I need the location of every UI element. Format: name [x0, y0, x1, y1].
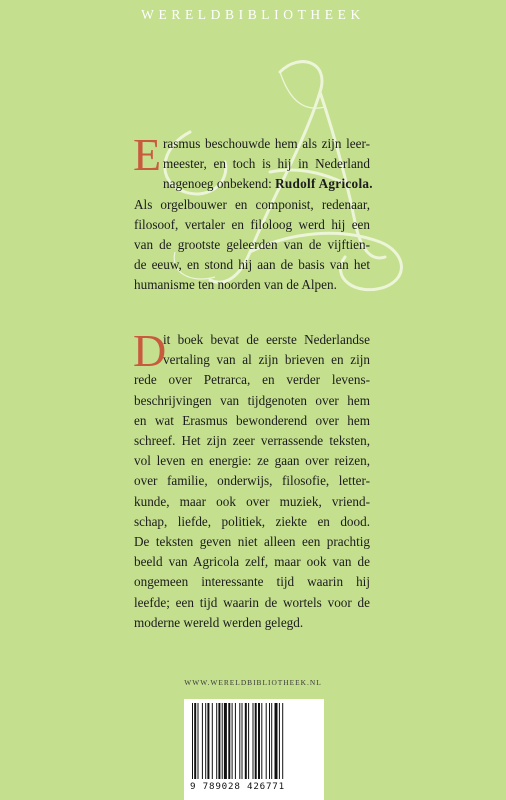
isbn-number: 9 789028 426771 [190, 781, 285, 792]
text-line: en wat Erasmus bewonderend over hem [134, 412, 370, 428]
barcode-bar [192, 703, 193, 779]
barcode-bar [282, 703, 283, 779]
text-line: De teksten geven niet alleen een prachtig [134, 534, 370, 550]
barcode-bar [216, 703, 217, 779]
isbn-barcode [184, 699, 324, 800]
author-name: Rudolf Agricola. [275, 176, 373, 192]
barcode-bar [258, 703, 260, 779]
text-line: kunde, maar ook over muziek, vriend- [134, 493, 370, 509]
text-line: de eeuw, en stond hij aan de basis van het [134, 257, 370, 273]
barcode-bar [198, 703, 199, 779]
barcode-bar [275, 703, 278, 779]
text-line: Als orgelbouwer en componist, redenaar, [134, 196, 370, 212]
paragraph-intro [133, 129, 373, 296]
text-line: rasmus beschouwde hem als zijn leer- [163, 136, 370, 151]
dropcap-d: D [133, 325, 167, 376]
dropcap-e: E [133, 129, 162, 180]
text-line: moderne wereld werden gelegd. [134, 614, 304, 630]
barcode-bar [279, 703, 280, 779]
barcode-bar [248, 703, 249, 779]
text-line: nagenoeg onbekend: [163, 176, 276, 192]
barcode-bar [253, 703, 254, 779]
barcode-bar [271, 703, 272, 779]
paragraph-description [133, 325, 370, 633]
barcode-bar [235, 703, 236, 779]
text-line-with-name [134, 174, 373, 194]
text-line: vol leven en energie: ze gaan over reizen, [134, 453, 370, 469]
barcode-bar [232, 703, 233, 779]
publisher-website[interactable]: WWW.WERELDBIBLIOTHEEK.NL [184, 678, 322, 687]
barcode-bar [228, 703, 230, 779]
barcode-bar [261, 703, 262, 779]
barcode-bar [224, 703, 227, 779]
barcode-bar [202, 703, 203, 779]
barcode-bar [207, 703, 209, 779]
text-line: meester, en toch is hij in Nederland [163, 156, 370, 172]
barcode-bar [205, 703, 206, 779]
barcode-bar [255, 703, 257, 779]
text-line: filosoof, vertaler en filoloog werd hij een [134, 216, 370, 232]
text-line: humanisme ten noorden van de Alpen. [134, 277, 337, 293]
text-line: ongemeen interessante tijd waarin hij [134, 574, 370, 590]
text-line: over familie, onderwijs, filosofie, letter- [134, 473, 370, 489]
text-line: schap, liefde, politiek, ziekte en dood. [134, 513, 370, 529]
text-line: vertaling van al zijn brieven en zijn [163, 352, 370, 368]
text-line: beeld van Agricola zelf, maar ook van de [134, 554, 370, 570]
barcode-bar [218, 703, 220, 779]
series-title: WERELDBIBLIOTHEEK [141, 7, 365, 22]
text-line: leefde; een tijd waarin de wortels voor de [134, 594, 370, 610]
text-line: beschrijvingen van tijdgenoten over hem [134, 392, 370, 408]
barcode-bars [192, 703, 316, 783]
text-line: rede over Petrarca, en verder levens- [134, 372, 370, 388]
text-line: schreef. Het zijn zeer verrassende teksten, [134, 433, 370, 449]
text-line: it boek bevat de eerste Nederlandse [163, 332, 370, 347]
barcode-bar [242, 703, 243, 779]
barcode-bar [266, 703, 267, 779]
barcode-bar [222, 703, 223, 779]
barcode-bar [245, 703, 247, 779]
barcode-bar [212, 703, 213, 779]
barcode-bar [194, 703, 196, 779]
text-line: van de grootste geleerden van de vijftien- [134, 237, 370, 253]
barcode-bar [239, 703, 240, 779]
barcode-bar [269, 703, 270, 779]
